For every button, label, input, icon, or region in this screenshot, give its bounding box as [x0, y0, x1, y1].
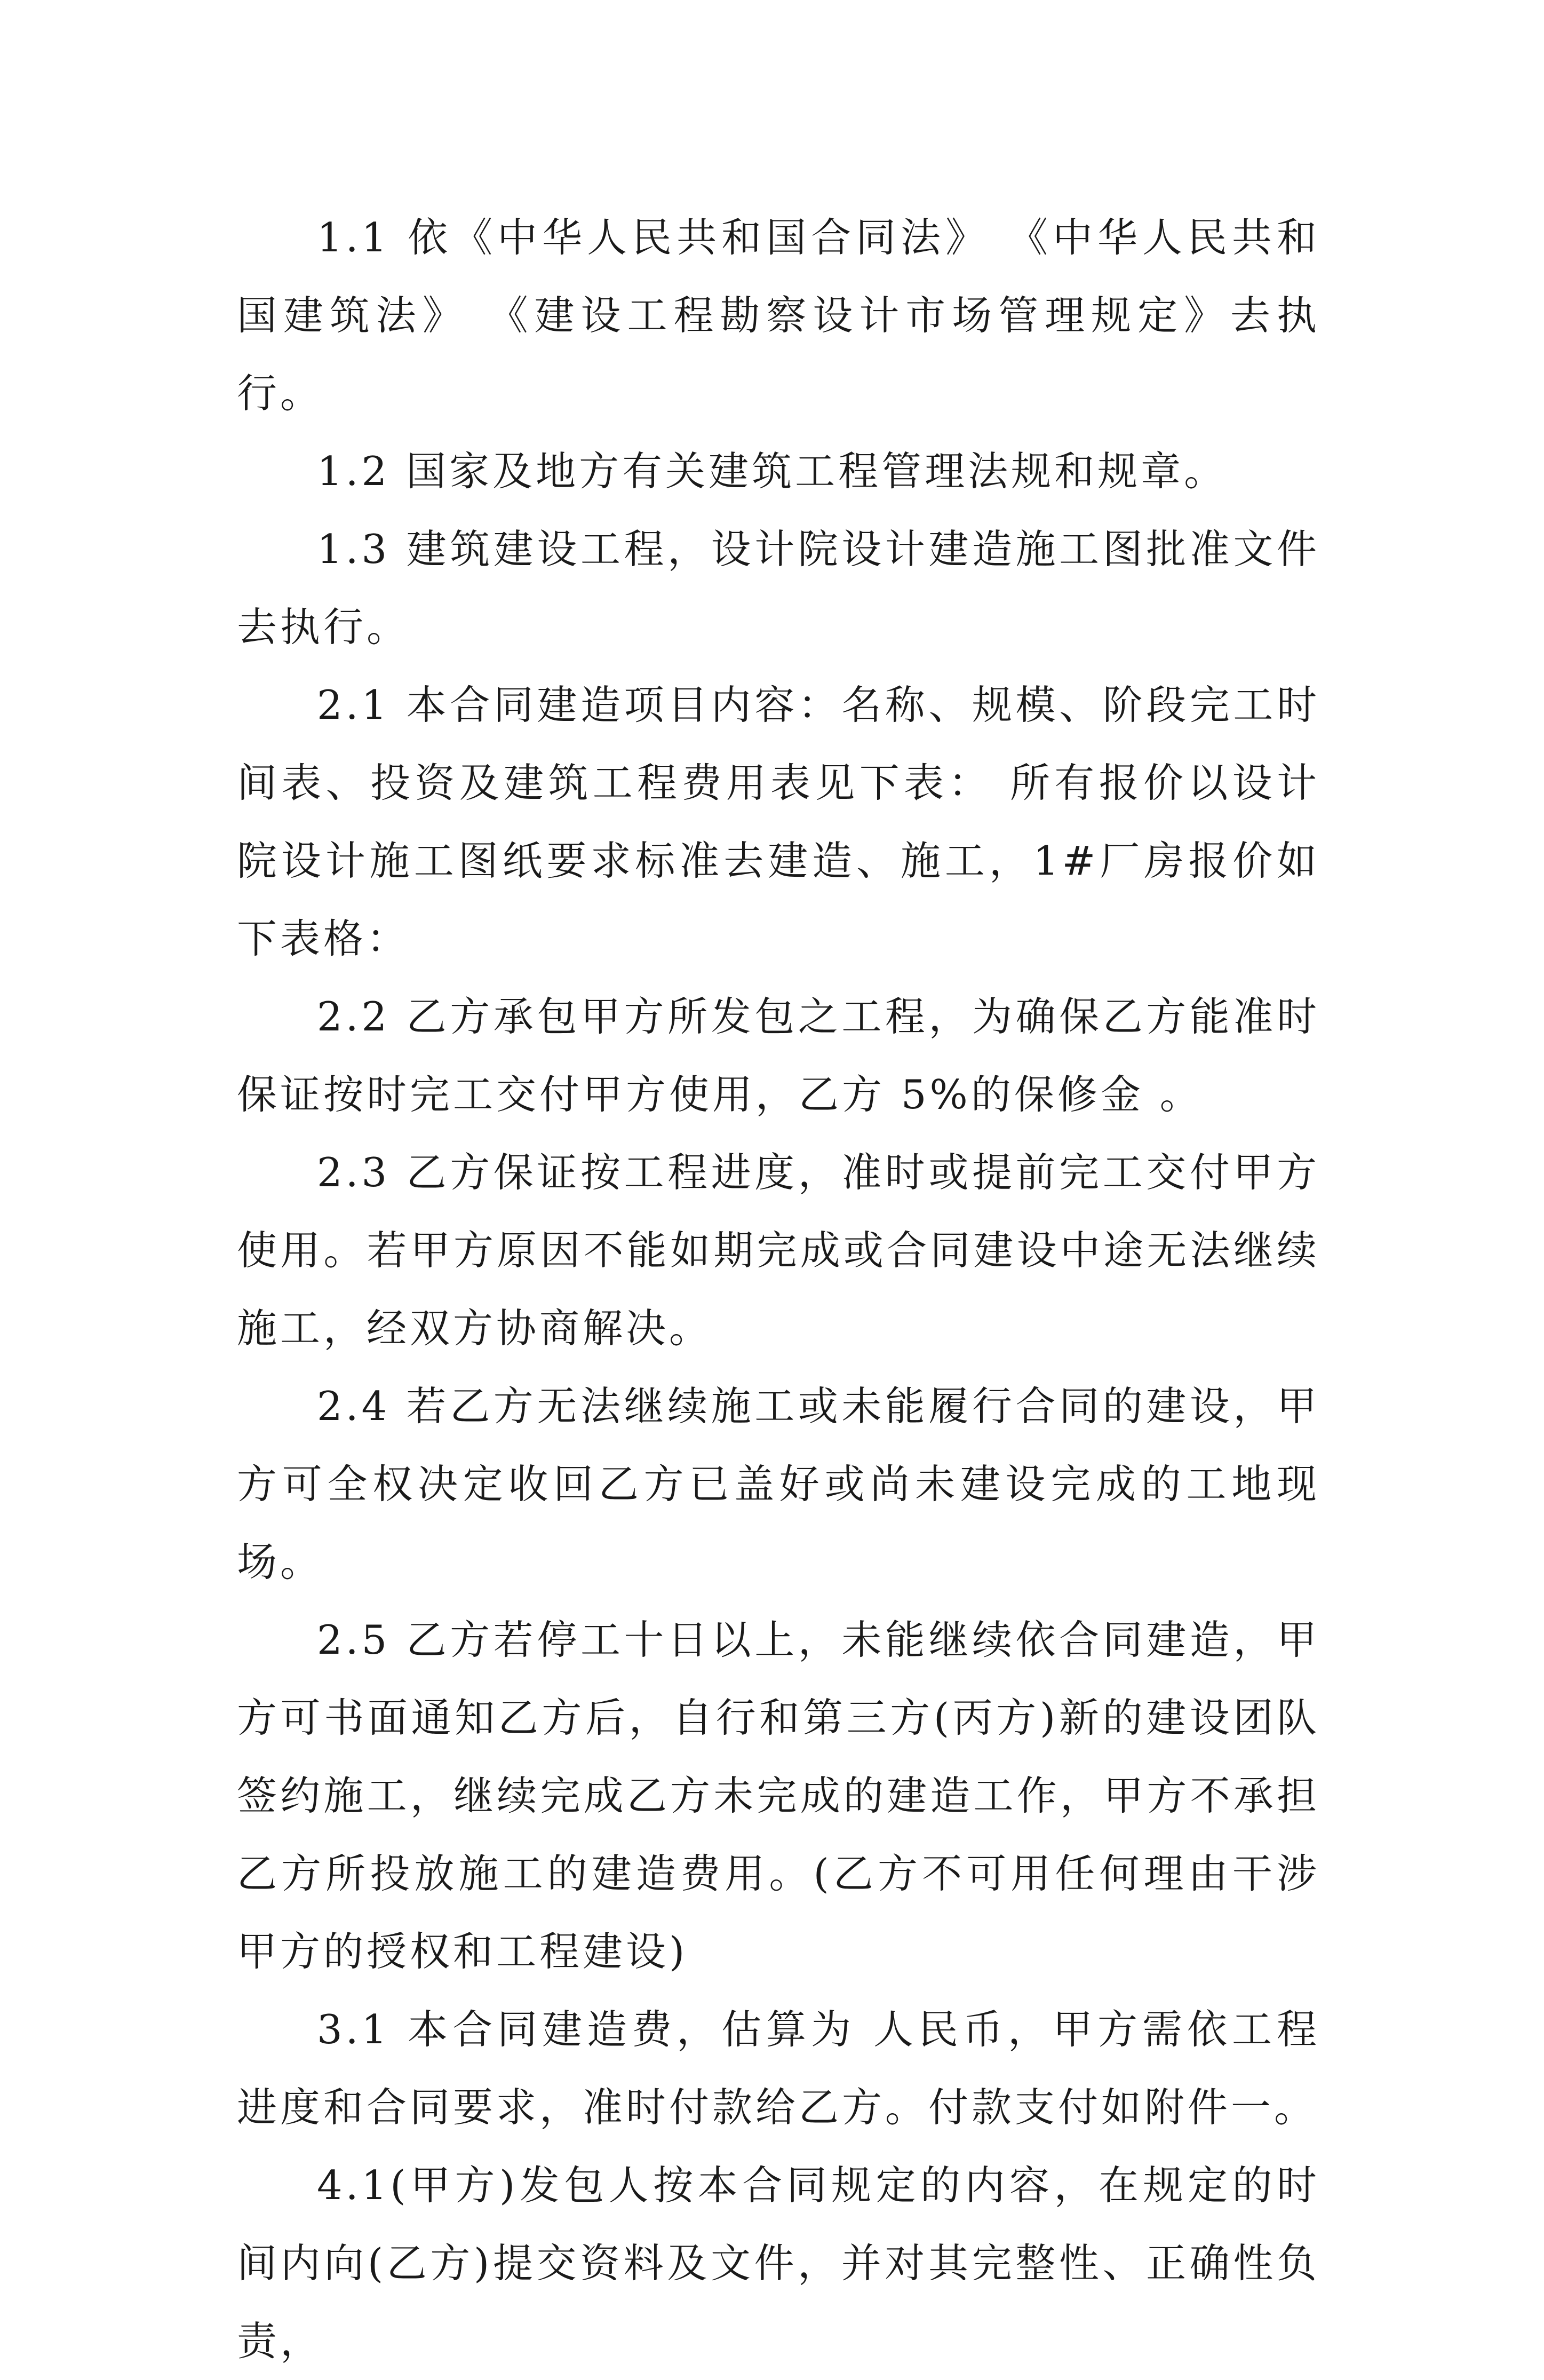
clause-1-2: 1.2 国家及地方有关建筑工程管理法规和规章。: [317, 448, 1228, 495]
document-body: [237, 199, 1320, 2380]
clause-1-1: 1.1 依《中华人民共和国合同法》 《中华人民共和国建筑法》 《建设工程勘察设计市场管理规定》去执行。: [237, 214, 1320, 417]
clause-1-3: 1.3 建筑建设工程，设计院设计建造施工图批准文件去执行。: [237, 526, 1320, 650]
clause-2-5: 2.5 乙方若停工十日以上，未能继续依合同建造，甲方可书面通知乙方后，自行和第三方(丙方)新的建设团队签约施工，继续完成乙方未完成的建造工作，甲方不承担乙方所投放施工的建造费用。(乙方不可用任何理由干涉甲方的授权和工程建设): [237, 1616, 1320, 1975]
clause-2-2: 2.2 乙方承包甲方所发包之工程，为确保乙方能准时保证按时完工交付甲方使用，乙方 5%的保修金 。: [237, 993, 1320, 1118]
clause-3-1: 3.1 本合同建造费，估算为 人民币，甲方需依工程进度和合同要求，准时付款给乙方。付款支付如附件一。: [237, 2006, 1320, 2131]
clause-2-4: 2.4 若乙方无法继续施工或未能履行合同的建设，甲方可全权决定收回乙方已盖好或尚未建设完成的工地现场。: [237, 1383, 1320, 1585]
clause-4-1: 4.1(甲方)发包人按本合同规定的内容，在规定的时间内向(乙方)提交资料及文件，并对其完整性、正确性负责，: [237, 2162, 1320, 2365]
clause-2-1: 2.1 本合同建造项目内容：名称、规模、阶段完工时间表、投资及建筑工程费用表见下表： 所有报价以设计院设计施工图纸要求标准去建造、施工，1#厂房报价如下表格：: [237, 681, 1320, 962]
clause-2-3: 2.3 乙方保证按工程进度，准时或提前完工交付甲方使用。若甲方原因不能如期完成或合同建设中途无法继续施工，经双方协商解决。: [237, 1149, 1320, 1352]
